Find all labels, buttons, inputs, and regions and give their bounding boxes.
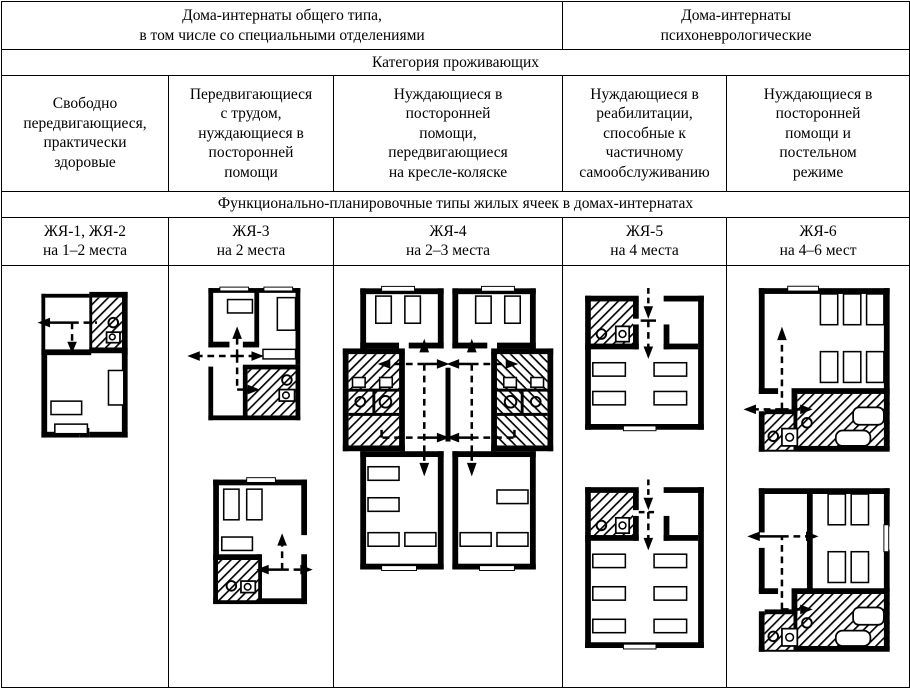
plan-6a xyxy=(743,286,889,451)
category-3-line-4: передвигающиеся xyxy=(388,144,508,162)
plan-5b xyxy=(585,480,704,649)
plan-3b xyxy=(213,478,313,604)
category-4-line-4: частичному xyxy=(605,144,684,162)
cell-type-1-capacity: на 1–2 места xyxy=(43,242,127,260)
category-cell-4 xyxy=(563,76,727,192)
category-1-line-1: Свободно xyxy=(52,95,118,113)
plan-4b xyxy=(446,286,554,570)
floor-plan-cell-zya-5 xyxy=(563,266,727,688)
floor-plan-zya-3 xyxy=(172,267,330,686)
cell-type-3-capacity: на 2–3 места xyxy=(406,242,490,260)
header-general-institutions xyxy=(2,2,563,50)
header-psychoneurological-institutions xyxy=(563,2,910,50)
cell-type-zya-5 xyxy=(563,217,727,265)
category-3-line-1: Нуждающиеся в xyxy=(393,85,503,103)
category-5-line-4: постельном xyxy=(779,144,857,162)
category-row xyxy=(2,76,910,192)
category-4-line-2: реабилитации, xyxy=(596,105,693,123)
plan-5a xyxy=(585,288,704,431)
category-2-line-2: с трудом, xyxy=(220,105,282,123)
cell-type-2-capacity: на 2 места xyxy=(216,242,286,260)
category-4-line-3: способные к xyxy=(603,124,686,142)
cell-type-4-code: ЖЯ-5 xyxy=(625,222,664,240)
plan-1 xyxy=(38,292,128,438)
category-cell-5 xyxy=(727,76,910,192)
band-row-residents xyxy=(2,50,910,76)
header-general-line2: в том числе со специальными отделениями xyxy=(139,26,425,44)
main-table xyxy=(1,1,910,688)
category-3-line-5: на кресле-коляске xyxy=(388,163,508,181)
plan-6b xyxy=(747,488,889,652)
cell-type-2-code: ЖЯ-3 xyxy=(232,222,270,240)
floor-plan-cell-zya-6 xyxy=(727,266,910,688)
floor-plan-drawing-zya-4 xyxy=(337,267,559,686)
category-cell-3 xyxy=(334,76,563,192)
cell-type-3-code: ЖЯ-4 xyxy=(429,222,467,240)
floor-plan-zya-1-2 xyxy=(5,267,165,686)
cell-type-zya-6 xyxy=(727,217,910,265)
category-cell-2 xyxy=(169,76,334,192)
band-residents-category: Категория проживающих xyxy=(2,50,910,76)
category-1-line-3: практически xyxy=(43,134,127,152)
floor-plan-zya-6 xyxy=(730,267,906,686)
band-functional-planning-types: Функционально-планировочные типы жилых ячеек в домах-интернатах xyxy=(2,191,910,217)
category-3-line-3: помощи, xyxy=(419,124,477,142)
floor-plan-drawing-zya-5 xyxy=(566,267,723,686)
category-1-line-4: здоровые xyxy=(54,154,116,171)
floor-plan-zya-5 xyxy=(566,267,723,686)
floor-plan-drawing-zya-6 xyxy=(730,267,906,686)
category-2-line-3: нуждающиеся в xyxy=(198,124,304,142)
cell-type-5-code: ЖЯ-6 xyxy=(799,222,837,240)
category-4-line-5: самообслуживанию xyxy=(579,163,710,181)
band-row-cell-types xyxy=(2,191,910,217)
cell-type-4-capacity: на 4 места xyxy=(610,242,679,260)
cell-type-1-code: ЖЯ-1, ЖЯ-2 xyxy=(43,222,127,240)
category-4-line-1: Нуждающиеся в xyxy=(590,85,699,103)
header-psycho-line2: психоневрологические xyxy=(660,26,812,44)
floor-plan-cell-zya-3 xyxy=(169,266,334,688)
cell-type-5-capacity: на 4–6 мест xyxy=(779,242,857,260)
header-row-institution-groups xyxy=(2,2,910,50)
header-psycho-line1: Дома-интернаты xyxy=(681,7,791,25)
floor-plans-row xyxy=(2,266,910,688)
cell-type-row xyxy=(2,217,910,265)
category-5-line-3: помощи и xyxy=(785,124,851,142)
category-cell-1 xyxy=(2,76,169,192)
plan-3a xyxy=(187,287,300,420)
category-5-line-5: режиме xyxy=(792,163,844,181)
floor-plan-zya-4 xyxy=(337,267,559,686)
cell-type-zya-1-2 xyxy=(2,217,169,265)
cell-type-zya-3 xyxy=(169,217,334,265)
cell-type-zya-4 xyxy=(334,217,563,265)
category-2-line-5: помощи xyxy=(224,163,278,181)
header-general-line1: Дома-интернаты общего типа, xyxy=(182,7,382,25)
floor-plan-cell-zya-1-2 xyxy=(2,266,169,688)
plan-4a xyxy=(343,286,451,570)
category-1-line-2: передвигающиеся, xyxy=(23,114,147,132)
floor-plan-drawing-zya-3 xyxy=(172,267,330,686)
category-5-line-1: Нуждающиеся в xyxy=(763,85,873,103)
category-2-line-4: посторонней xyxy=(208,144,294,162)
category-5-line-2: посторонней xyxy=(775,105,861,123)
floor-plan-cell-zya-4 xyxy=(334,266,563,688)
category-3-line-2: посторонней xyxy=(405,105,491,123)
category-2-line-1: Передвигающиеся xyxy=(189,85,313,103)
floor-plan-drawing-zya-1-2 xyxy=(5,267,165,686)
